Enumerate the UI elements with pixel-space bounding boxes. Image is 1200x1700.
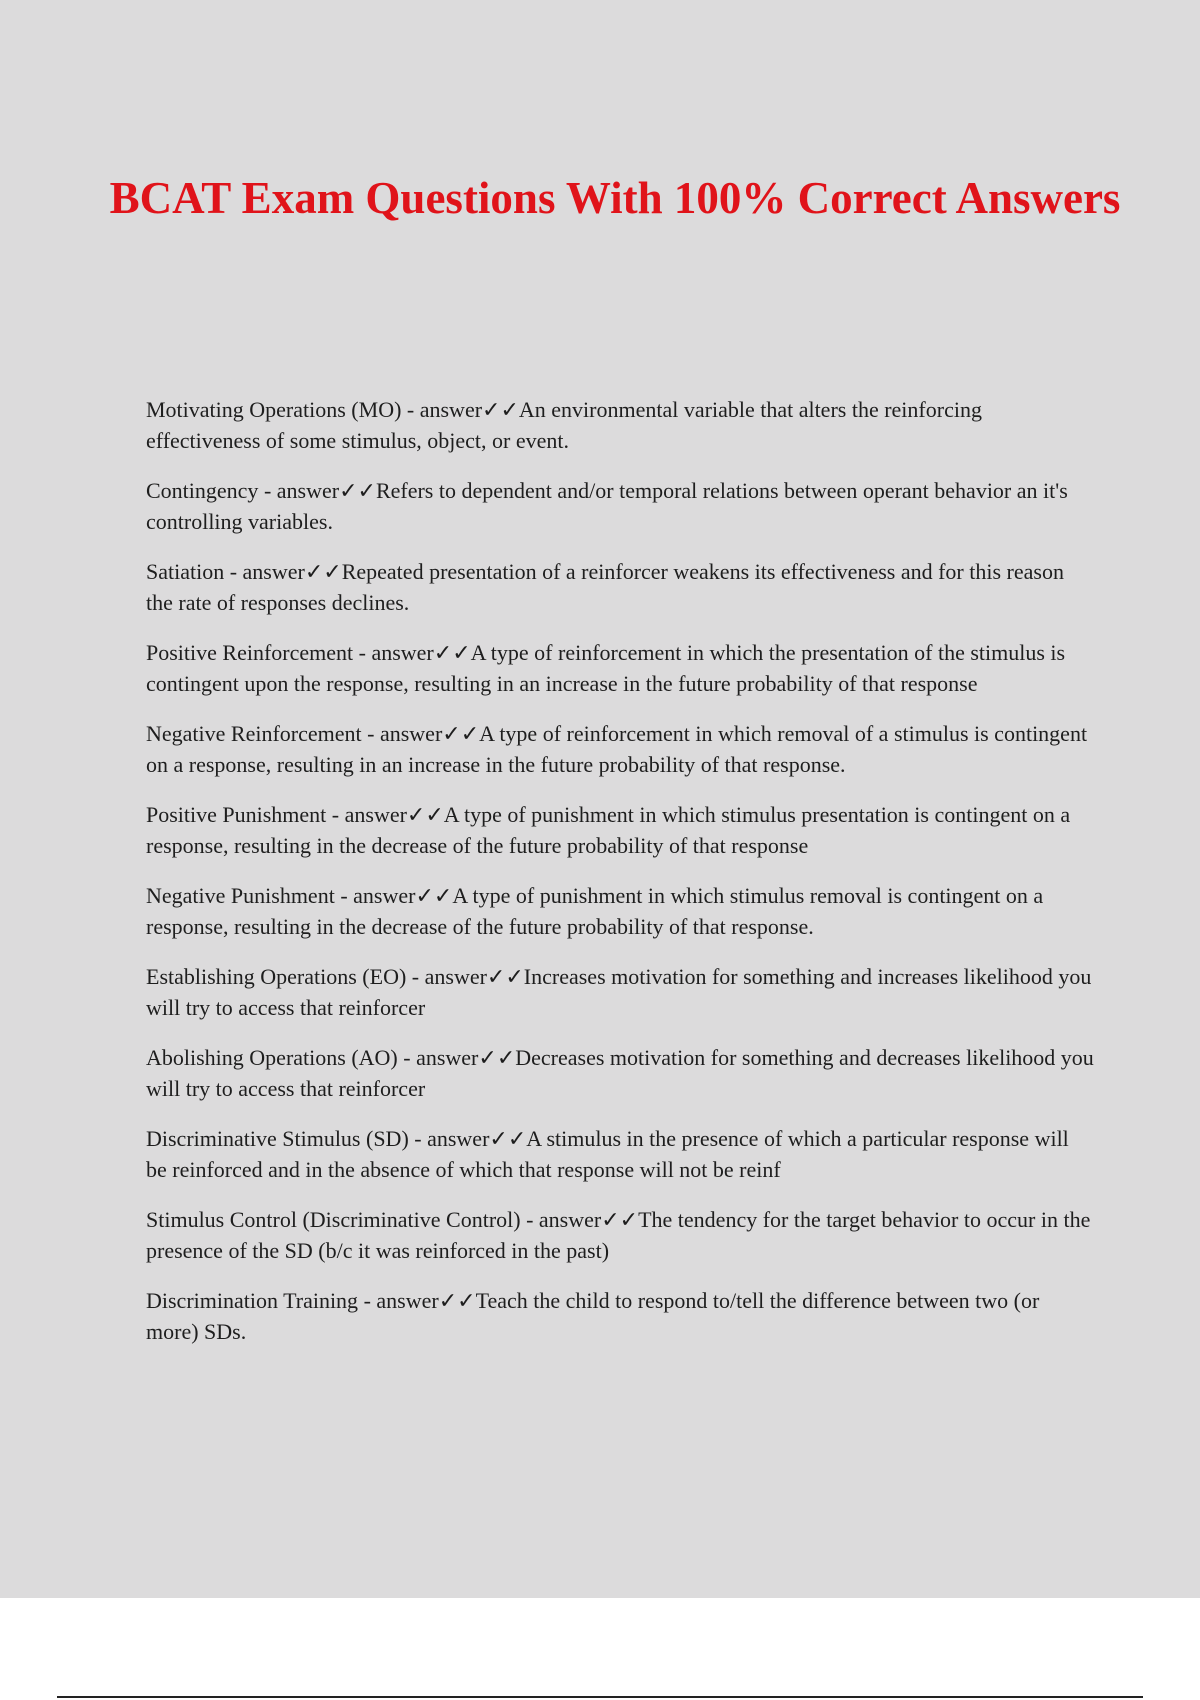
qa-definition: Refers to dependent and/or temporal relations between operant behavior an it's controlling variables. <box>146 478 1068 534</box>
qa-term: Negative Reinforcement <box>146 721 362 746</box>
qa-item <box>146 1123 1094 1185</box>
qa-term: Contingency <box>146 478 259 503</box>
answer-separator: - answer✓✓ <box>361 721 480 746</box>
qa-item <box>146 556 1094 618</box>
qa-definition: A type of reinforcement in which removal of a stimulus is contingent on a response, resulting in an increase in the future probability of that response. <box>146 721 1088 777</box>
qa-term: Satiation <box>146 559 225 584</box>
answer-separator: - answer✓✓ <box>224 559 342 584</box>
qa-term: Motivating Operations (MO) <box>146 397 402 422</box>
qa-term: Positive Punishment <box>146 802 327 827</box>
answer-separator: - answer✓✓ <box>334 883 453 908</box>
qa-item <box>146 880 1094 942</box>
qa-definition: Decreases motivation for something and decreases likelihood you will try to access that reinforcer <box>146 1045 1094 1101</box>
qa-definition: A stimulus in the presence of which a particular response will be reinforced and in the absence of which that response will not be reinf <box>146 1126 1069 1182</box>
footer-divider <box>57 1696 1143 1698</box>
answer-separator: - answer✓✓ <box>397 1045 516 1070</box>
answer-separator: - answer✓✓ <box>401 397 519 422</box>
qa-definition: A type of reinforcement in which the presentation of the stimulus is contingent upon the response, resulting in an increase in the future probability of that response <box>146 640 1066 696</box>
answer-separator: - answer✓✓ <box>258 478 376 503</box>
qa-definition: The tendency for the target behavior to occur in the presence of the SD (b/c it was reinforced in the past) <box>146 1207 1091 1263</box>
answer-separator: - answer✓✓ <box>406 964 524 989</box>
qa-term: Positive Reinforcement <box>146 640 354 665</box>
qa-item <box>146 475 1094 537</box>
answer-separator: - answer✓✓ <box>358 1288 476 1313</box>
qa-definition: Increases motivation for something and increases likelihood you will try to access that reinforcer <box>146 964 1092 1020</box>
qa-term: Discrimination Training <box>146 1288 359 1313</box>
qa-term: Establishing Operations (EO) <box>146 964 407 989</box>
answer-separator: - answer✓✓ <box>353 640 471 665</box>
qa-term: Stimulus Control (Discriminative Control) <box>146 1207 521 1232</box>
qa-term: Abolishing Operations (AO) <box>146 1045 398 1070</box>
qa-item <box>146 394 1094 456</box>
qa-definition: Teach the child to respond to/tell the difference between two (or more) SDs. <box>146 1288 1040 1344</box>
qa-definition: An environmental variable that alters the reinforcing effectiveness of some stimulus, object, or event. <box>146 397 982 453</box>
qa-item <box>146 718 1094 780</box>
qa-definition: Repeated presentation of a reinforcer weakens its effectiveness and for this reason the rate of responses declines. <box>146 559 1064 615</box>
qa-term: Negative Punishment <box>146 883 335 908</box>
answer-separator: - answer✓✓ <box>326 802 444 827</box>
answer-separator: - answer✓✓ <box>408 1126 527 1151</box>
qa-item <box>146 961 1094 1023</box>
qa-list <box>146 394 1094 1366</box>
qa-term: Discriminative Stimulus (SD) <box>146 1126 409 1151</box>
answer-separator: - answer✓✓ <box>520 1207 639 1232</box>
qa-item <box>146 799 1094 861</box>
qa-definition: A type of punishment in which stimulus presentation is contingent on a response, resulting in the decrease of the future probability of that response <box>146 802 1071 858</box>
qa-item <box>146 637 1094 699</box>
document-title: BCAT Exam Questions With 100% Correct Answers <box>109 173 1121 223</box>
qa-item <box>146 1042 1094 1104</box>
qa-definition: A type of punishment in which stimulus removal is contingent on a response, resulting in the decrease of the future probability of that response. <box>146 883 1044 939</box>
qa-item <box>146 1285 1094 1347</box>
qa-item <box>146 1204 1094 1266</box>
